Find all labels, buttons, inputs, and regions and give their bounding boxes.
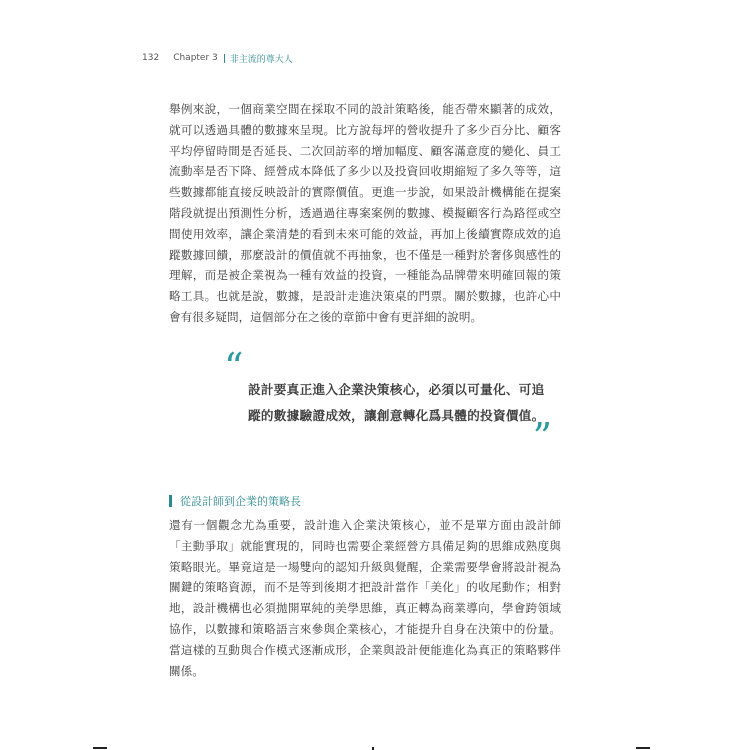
section-heading-text: 從設計師到企業的策略長 <box>180 495 301 508</box>
header-divider <box>224 54 225 63</box>
running-header <box>142 50 293 66</box>
open-quote-icon: “ <box>224 345 244 389</box>
section-heading-bar <box>169 495 172 507</box>
chapter-label: Chapter 3 <box>173 53 218 63</box>
section-heading <box>169 493 301 509</box>
page-number: 132 <box>142 53 160 63</box>
pullquote <box>224 345 554 459</box>
close-quote-icon: ” <box>532 415 552 459</box>
crop-mark-right <box>636 747 650 749</box>
body-paragraph-1: 舉例來說，一個商業空間在採取不同的設計策略後，能否帶來顯著的成效，就可以透過具體的數據來呈現。比方說每坪的營收提升了多少百分比、顧客平均停留時間是否延長、二次回訪率的增加幅度、顧客滿意度的變化、員工流動率是否下降、經營成本降低了多少以及投資回收期縮短了多久等等，這些數據都能直接反映設計的實際價值。更進一步說，如果設計機構能在提案階段就提出預測性分析，透過過往專案案例的數據、模擬顧客行為路徑或空間使用效率，讓企業清楚的看到未來可能的效益，再加上後續實際成效的追蹤數據回饋，那麼設計的價值就不再抽象，也不僅是一種對於奢侈與感性的理解，而是被企業視為一種有效益的投資，一種能為品牌帶來明確回報的策略工具。也就是說，數據，是設計走進決策桌的門票。關於數據，也許心中會有很多疑問，這個部分在之後的章節中會有更詳細的說明。 <box>169 102 561 324</box>
body-paragraph-2: 還有一個觀念尤為重要，設計進入企業決策核心，並不是單方面由設計師「主動爭取」就能實現的，同時也需要企業經營方具備足夠的思維成熟度與策略眼光。畢竟這是一場雙向的認知升級與覺醒，企業需要學會將設計視為關鍵的策略資源，而不是等到後期才把設計當作「美化」的收尾動作；相對地，設計機構也必須拋開單純的美學思維，真正轉為商業導向，學會跨領域協作，以數據和策略語言來參與企業核心，才能提升自身在決策中的份量。當這樣的互動與合作模式逐漸成形，企業與設計便能進化為真正的策略夥伴關係。 <box>169 518 561 678</box>
chapter-title: 非主流的尊大人 <box>229 54 293 65</box>
pullquote-text: 設計要真正進入企業決策核心，必須以可量化、可追蹤的數據驗證成效，讓創意轉化爲具體的投資價值。 <box>248 382 545 423</box>
crop-mark-left <box>93 747 107 749</box>
